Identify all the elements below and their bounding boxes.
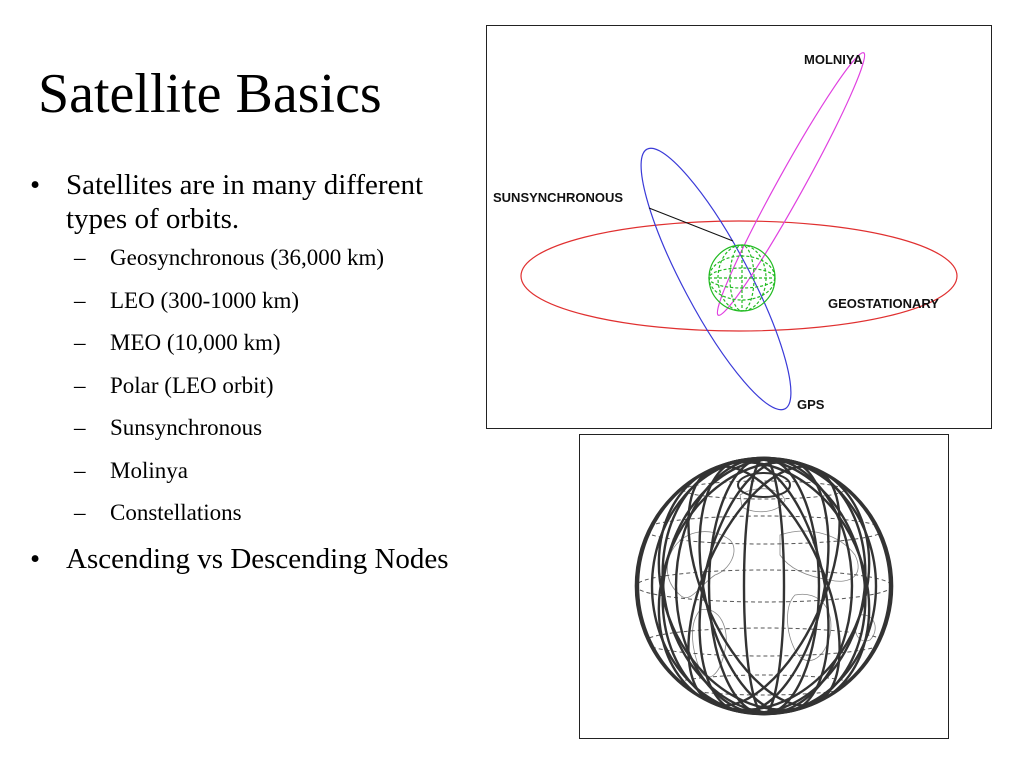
molniya-orbit: [707, 47, 875, 322]
sub-bullet-text: Sunsynchronous: [110, 415, 263, 440]
gps-orbit: [618, 134, 814, 425]
sunsynchronous-label: SUNSYNCHRONOUS: [493, 190, 624, 205]
sub-bullet-text: Polar (LEO orbit): [110, 372, 274, 398]
earth-globe: [709, 245, 775, 311]
dash-marker: –: [74, 287, 86, 313]
sub-bullet-item: [74, 372, 470, 400]
dash-marker: –: [74, 330, 86, 355]
sub-bullet-text: Geosynchronous (36,000 km): [110, 245, 385, 270]
sub-bullet-text: LEO (300-1000 km): [110, 287, 300, 313]
geostationary-orbit: [521, 221, 957, 331]
sub-bullet-item: [74, 414, 470, 442]
orbit-track: [679, 448, 850, 723]
bullet-item: [30, 542, 470, 576]
sub-bullet-item: [74, 287, 470, 315]
dash-marker: –: [74, 500, 86, 525]
sub-bullet-list: [74, 244, 470, 527]
orbit-tracks: [621, 435, 908, 738]
sub-bullet-text: Constellations: [110, 500, 242, 525]
orbit-diagram-graphic: [487, 26, 991, 428]
sub-bullet-text: MEO (10,000 km): [110, 330, 281, 355]
constellation-globe-graphic: [580, 435, 948, 738]
sub-bullet-item: [74, 457, 470, 485]
orbit-diagram: [486, 25, 992, 429]
slide-title: Satellite Basics: [38, 63, 382, 125]
molniya-label: MOLNIYA: [804, 52, 863, 67]
bullet-text: Satellites are in many different types of orbits.: [66, 169, 424, 235]
sub-bullet-text: Molinya: [110, 457, 188, 483]
bullet-list: [30, 168, 470, 584]
bullet-text: Ascending vs Descending Nodes: [66, 542, 449, 575]
dash-marker: –: [74, 372, 86, 398]
sub-bullet-item: [74, 329, 470, 357]
bullet-dot: •: [30, 542, 41, 575]
orbit-track: [679, 448, 850, 723]
bullet-dot: •: [30, 169, 41, 201]
geostationary-label: GEOSTATIONARY: [828, 296, 939, 311]
dash-marker: –: [74, 457, 86, 483]
sub-bullet-item: [74, 499, 470, 527]
dash-marker: –: [74, 415, 86, 440]
constellation-globe-illustration: [579, 434, 949, 739]
gps-label: GPS: [797, 397, 825, 412]
dash-marker: –: [74, 245, 86, 270]
sub-bullet-item: [74, 244, 470, 272]
bullet-item: [30, 168, 470, 527]
